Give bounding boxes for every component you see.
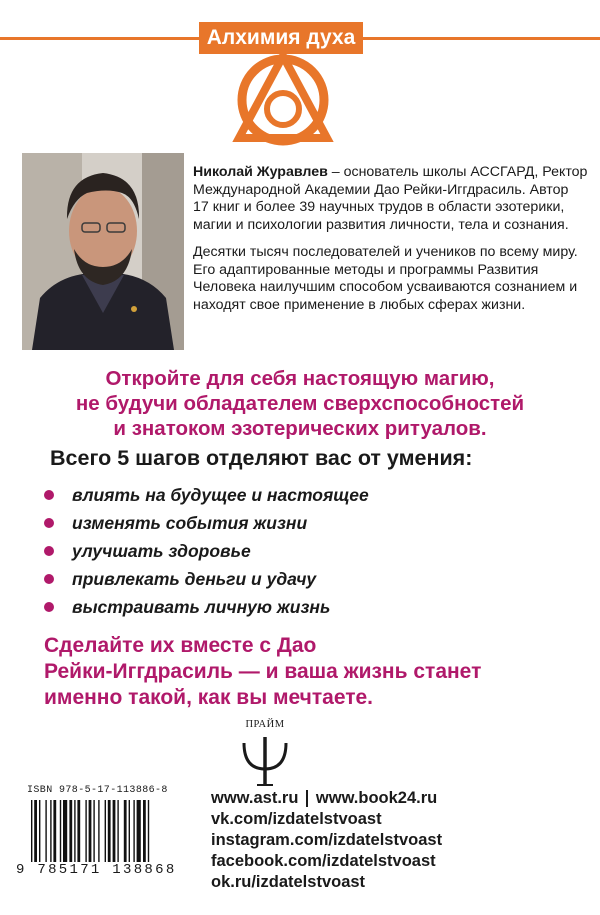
benefit-text: изменять события жизни [72, 512, 308, 533]
bullet-icon [44, 546, 54, 556]
benefit-text: улучшать здоровье [72, 540, 251, 561]
cta-line: Сделайте их вместе с Дао [44, 634, 317, 657]
benefit-text: влиять на будущее и настоящее [72, 484, 369, 505]
instagram-link[interactable]: instagram.com/izdatelstvoast [211, 831, 443, 849]
author-name: Николай Журавлев [193, 164, 328, 180]
ok-link[interactable]: ok.ru/izdatelstvoast [211, 873, 366, 891]
benefit-text: привлекать деньги и удачу [72, 568, 317, 589]
bio-paragraph-1 [193, 164, 588, 234]
barcode-number: 9 785171 138868 [16, 862, 177, 878]
benefits-list [44, 481, 369, 621]
bullet-icon [44, 490, 54, 500]
list-item [44, 565, 369, 593]
list-item [44, 481, 369, 509]
tagline-line: и знатоком эзотерических ритуалов. [113, 417, 487, 440]
publisher-links [211, 788, 442, 893]
link-separator [306, 790, 308, 807]
publisher-psi-logo-icon [236, 719, 294, 787]
author-bio [193, 164, 588, 324]
website-link[interactable]: www.book24.ru [315, 789, 438, 807]
bullet-icon [44, 602, 54, 612]
list-item [44, 537, 369, 565]
bullet-icon [44, 518, 54, 528]
vk-link[interactable]: vk.com/izdatelstvoast [211, 810, 382, 828]
call-to-action [44, 633, 564, 711]
website-link[interactable]: www.ast.ru [211, 789, 299, 807]
publisher-name: ПРАЙМ [245, 719, 285, 730]
bullet-icon [44, 574, 54, 584]
cta-line: именно такой, как вы мечтаете. [44, 686, 374, 709]
barcode [27, 800, 192, 862]
tagline-line: Откройте для себя настоящую магию, [105, 367, 495, 390]
bio-paragraph-2: Десятки тысяч последователей и учеников по всему миру. Его адаптированные методы и программы Развития Человека наилучшим способом усваиваются сознанием и находят свое применение в любых сферах жизни. [193, 244, 578, 313]
list-item [44, 509, 369, 537]
alchemy-emblem-icon [227, 46, 339, 150]
bio-intro: – основатель школы АССГАРД, Ректор Международной Академии Дао Рейки-Иггдрасиль. Автор 17 книг и более 39 научных трудов в области эзотерики, магии и психологии развития личности, тела и сознания. [193, 164, 588, 233]
series-label: Алхимия духа [199, 22, 363, 54]
tagline [0, 366, 600, 441]
list-item [44, 593, 369, 621]
benefit-text: выстраивать личную жизнь [72, 596, 331, 617]
steps-heading: Всего 5 шагов отделяют вас от умения: [50, 446, 473, 470]
website-row [211, 788, 442, 809]
author-photo [22, 153, 184, 350]
cta-line: Рейки-Иггдрасиль — и ваша жизнь станет [44, 660, 482, 683]
facebook-link[interactable]: facebook.com/izdatelstvoast [211, 852, 436, 870]
isbn: ISBN 978-5-17-113886-8 [27, 785, 168, 796]
tagline-line: не будучи обладателем сверхспособностей [75, 392, 525, 415]
